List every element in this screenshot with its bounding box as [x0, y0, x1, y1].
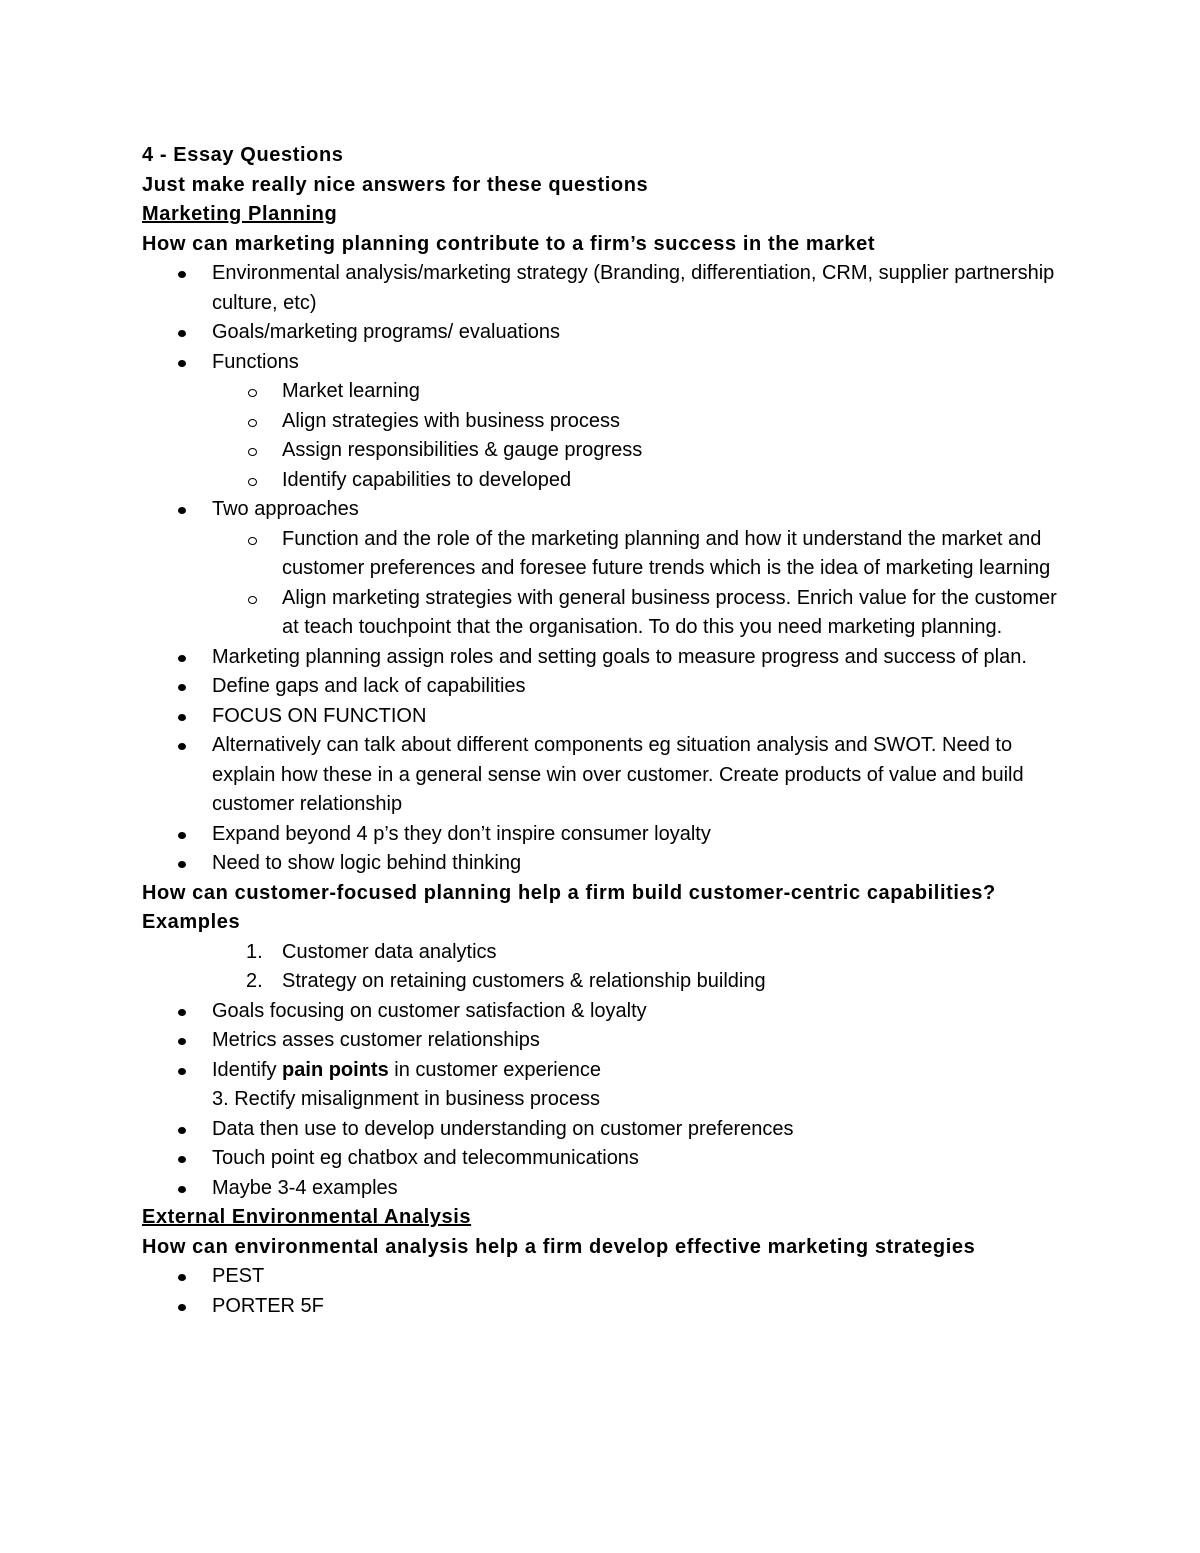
bullet-disc-icon [178, 655, 186, 662]
list-item [142, 495, 1072, 525]
list-item [142, 1144, 1072, 1174]
document-body [142, 141, 1072, 1321]
numbered-item-text: Customer data analytics [282, 940, 497, 963]
list-item-text [212, 1056, 1072, 1086]
bullet-circle-icon [248, 537, 257, 545]
emphasis-pain-points: pain points [282, 1058, 389, 1081]
list-item-text: Two approaches [212, 498, 359, 520]
bullet-circle-icon [248, 448, 257, 456]
document-heading: 4 - Essay Questions [142, 144, 344, 166]
list-item-text: Need to show logic behind thinking [212, 852, 522, 874]
bullet-disc-icon [178, 1068, 186, 1075]
list-item-text: Functions [212, 350, 299, 373]
list-item [142, 1115, 1072, 1145]
bullet-disc-icon [178, 743, 186, 750]
list-item [142, 1026, 1072, 1056]
sub-list-item-text: Identify capabilities to developed [282, 468, 572, 491]
sub-list-item-text: Function and the role of the marketing planning and how it understand the market and customer preferences and foresee future trends which is the idea of marketing learning [282, 527, 1051, 579]
section-title-marketing-planning: Marketing Planning [142, 203, 338, 225]
bullet-disc-icon [178, 1304, 186, 1311]
sub-list-item-text: Market learning [282, 380, 420, 402]
list-item-text: Goals/marketing programs/ evaluations [212, 321, 560, 343]
list-item [142, 1056, 1072, 1086]
bullet-disc-icon [178, 330, 186, 337]
bullet-circle-icon [248, 419, 257, 427]
list-item-text-suffix: in customer experience [388, 1058, 602, 1081]
list-item-text: Data then use to develop understanding on customer preferences [212, 1117, 794, 1140]
bullet-disc-icon [178, 714, 186, 721]
list-item-text: Environmental analysis/marketing strategy (Branding, differentiation, CRM, supplier partnership culture, etc) [212, 262, 1055, 314]
list-item [142, 849, 1072, 879]
bullet-circle-icon [248, 596, 257, 604]
bullet-disc-icon [178, 832, 186, 839]
numbered-item-text: 3. Rectify misalignment in business process [212, 1088, 600, 1110]
list-item [142, 731, 1072, 820]
list-item-text: Maybe 3-4 examples [212, 1176, 398, 1199]
sub-list-item-text: Align marketing strategies with general business process. Enrich value for the customer at teach touchpoint that the organisation. To do this you need marketing planning. [282, 586, 1057, 638]
list-item-text: Metrics asses customer relationships [212, 1029, 540, 1051]
bullet-disc-icon [178, 1127, 186, 1134]
list-item [142, 702, 1072, 732]
bullet-disc-icon [178, 271, 186, 278]
bullet-disc-icon [178, 360, 186, 367]
question-environmental-analysis: How can environmental analysis help a firm develop effective marketing strategies [142, 1235, 976, 1258]
list-item [142, 348, 1072, 378]
numbered-item-text: Strategy on retaining customers & relationship building [282, 970, 766, 992]
numbered-continuation-item [142, 1085, 1072, 1115]
list-item-text: Expand beyond 4 p’s they don’t inspire consumer loyalty [212, 822, 711, 845]
list-item [142, 1174, 1072, 1204]
sub-list-item-text: Assign responsibilities & gauge progress [282, 439, 643, 461]
sub-list-item [142, 407, 1072, 437]
list-item-text: Marketing planning assign roles and setting goals to measure progress and success of plan. [212, 645, 1027, 668]
list-item [142, 1262, 1072, 1292]
sub-list-item [142, 584, 1072, 643]
sub-list-item-text: Align strategies with business process [282, 409, 620, 432]
bullet-disc-icon [178, 1274, 186, 1281]
item-number: 1. [246, 940, 263, 963]
item-number: 2. [246, 970, 263, 992]
sub-list-item [142, 525, 1072, 584]
list-item [142, 259, 1072, 318]
list-item-text-prefix: Identify [212, 1058, 283, 1081]
question-customer-focused-planning: How can customer-focused planning help a firm build customer-centric capabilities? [142, 881, 996, 904]
bullet-disc-icon [178, 507, 186, 514]
bullet-disc-icon [178, 1186, 186, 1193]
bullet-disc-icon [178, 1156, 186, 1163]
sub-list-item [142, 466, 1072, 496]
numbered-item [142, 967, 1072, 997]
list-item-text: PORTER 5F [212, 1294, 324, 1317]
list-item-text: FOCUS ON FUNCTION [212, 704, 427, 727]
bullet-circle-icon [248, 478, 257, 486]
examples-label: Examples [142, 911, 241, 933]
list-item-text: Touch point eg chatbox and telecommunications [212, 1147, 639, 1169]
document-subheading: Just make really nice answers for these questions [142, 173, 649, 196]
list-item [142, 1292, 1072, 1322]
list-item-text: Define gaps and lack of capabilities [212, 675, 526, 697]
list-item-text: Alternatively can talk about different components eg situation analysis and SWOT. Need to explain how these in a general sense win over customer. Create products of value and build customer relationship [212, 734, 1024, 815]
bullet-disc-icon [178, 1038, 186, 1045]
section-title-external-environmental-analysis: External Environmental Analysis [142, 1206, 472, 1228]
sub-list-item [142, 436, 1072, 466]
list-item [142, 820, 1072, 850]
bullet-disc-icon [178, 861, 186, 868]
bullet-disc-icon [178, 1009, 186, 1016]
list-item [142, 997, 1072, 1027]
bullet-disc-icon [178, 684, 186, 691]
list-item-text: PEST [212, 1265, 265, 1287]
bullet-circle-icon [248, 389, 257, 397]
question-marketing-planning: How can marketing planning contribute to a firm’s success in the market [142, 232, 876, 255]
sub-list-item [142, 377, 1072, 407]
list-item [142, 318, 1072, 348]
numbered-item [142, 938, 1072, 968]
list-item [142, 643, 1072, 673]
list-item-text: Goals focusing on customer satisfaction & loyalty [212, 999, 647, 1022]
list-item [142, 672, 1072, 702]
